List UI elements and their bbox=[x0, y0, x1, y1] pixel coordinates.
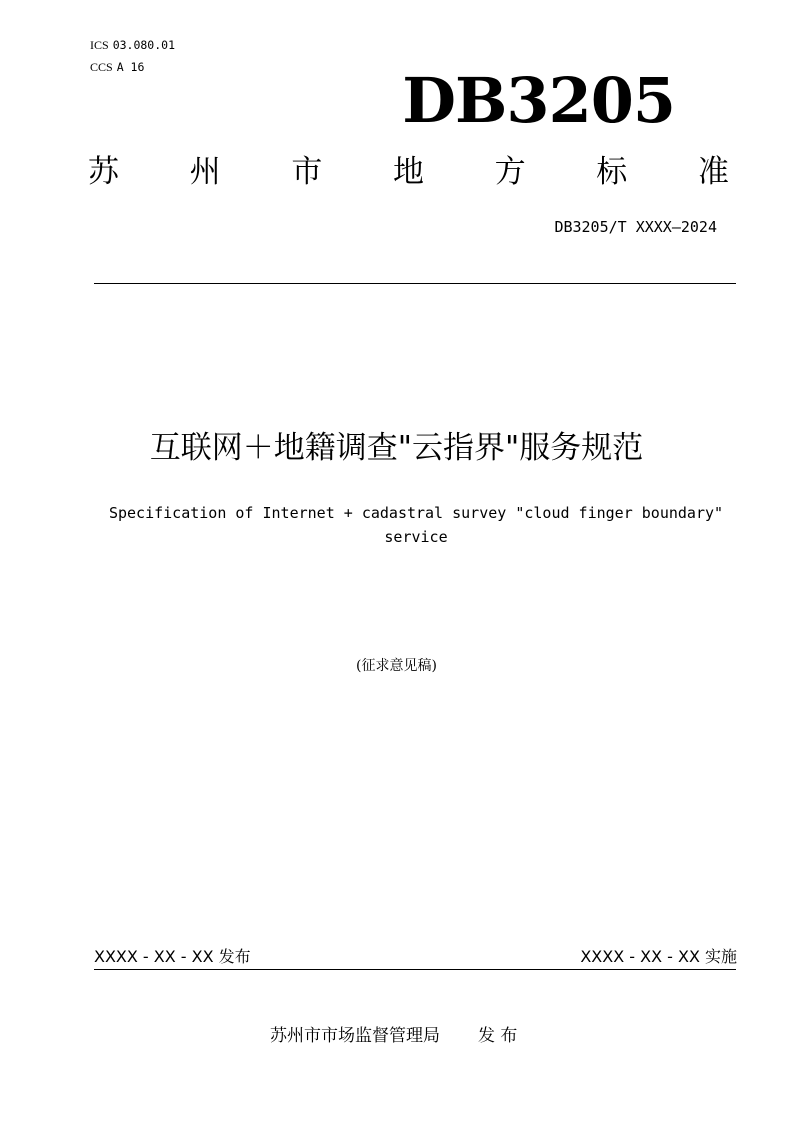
draft-status: (征求意见稿) bbox=[356, 658, 437, 674]
document-title-en: Specification of Internet + cadastral survey "cloud finger boundary" service bbox=[108, 504, 724, 546]
ics-classification bbox=[90, 38, 175, 52]
ics-label: ICS bbox=[90, 38, 109, 52]
implementation-date: XXXX - XX - XX 实施 bbox=[580, 947, 737, 966]
standard-type-title bbox=[88, 152, 729, 192]
standard-type-char: 方 bbox=[494, 154, 526, 190]
ics-code: 03.080.01 bbox=[112, 38, 175, 52]
bottom-divider bbox=[94, 969, 736, 970]
publish-label: 发 布 bbox=[478, 1026, 518, 1046]
publisher-line bbox=[270, 1025, 517, 1047]
ccs-code: A 16 bbox=[116, 60, 145, 74]
standard-type-char: 标 bbox=[596, 154, 628, 190]
standard-type-char: 准 bbox=[697, 154, 729, 190]
issue-date: XXXX - XX - XX 发布 bbox=[94, 947, 251, 966]
publisher-name: 苏州市市场监督管理局 bbox=[270, 1026, 440, 1046]
ccs-label: CCS bbox=[90, 60, 113, 74]
document-title-cn: 互联网＋地籍调查"云指界"服务规范 bbox=[149, 430, 644, 466]
top-divider bbox=[94, 283, 736, 284]
standard-logo: DB3205 bbox=[402, 64, 675, 137]
ccs-classification bbox=[90, 60, 144, 74]
standard-type-char: 苏 bbox=[88, 154, 119, 190]
standard-type-char: 州 bbox=[189, 154, 221, 190]
standard-type-char: 地 bbox=[392, 154, 424, 190]
standard-type-char: 市 bbox=[291, 154, 323, 190]
standard-number: DB3205/T XXXX—2024 bbox=[554, 218, 717, 236]
